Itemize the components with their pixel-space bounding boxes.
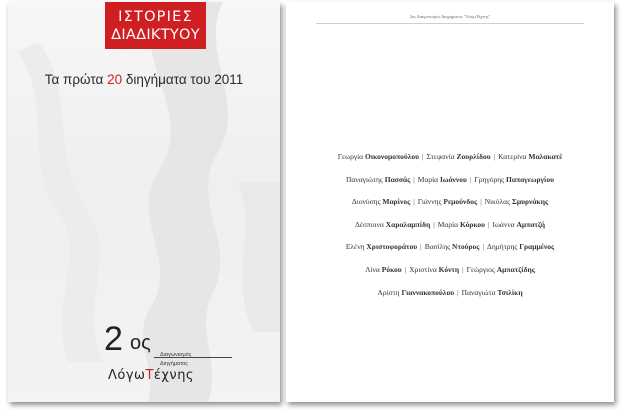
author-separator: | [404,264,407,274]
author-last-name: Τσιλίκη [497,287,523,297]
author-last-name: Γιαννακοπούλου [401,287,455,297]
author-last-name: Χαραλαμπίδη [385,219,431,229]
author-row [286,191,614,214]
author-first-name: Γεωργία [337,152,365,161]
book-cover [8,2,280,402]
author-last-name: Χριστοφοράτου [366,242,418,252]
author-last-name: Ιωάννου [439,174,467,184]
author-first-name: Ιωάννα [492,219,517,229]
author-separator: | [493,152,496,161]
author-row [286,146,614,169]
author-separator: | [462,264,464,274]
author-name [498,152,562,161]
author-name [427,152,491,161]
author-name [352,197,410,206]
author-last-name: Παπαγεωργίου [505,174,554,184]
author-last-name: Μαλακατέ [528,152,563,161]
author-first-name: Μαρία [417,174,440,184]
author-last-name: Ρόκου [381,264,402,274]
logo-part-3: έχνης [153,368,195,383]
author-first-name: Δέσποινα [354,219,386,229]
author-name [493,220,546,229]
author-row [286,169,614,192]
author-last-name: Ρεμούνδος [443,197,478,207]
author-name [485,197,548,206]
author-last-name: Αμπατζίδης [496,264,535,274]
author-name [462,288,523,297]
author-separator: | [413,174,415,184]
author-first-name: Δημήτρης [487,242,520,252]
author-separator: | [480,197,482,207]
author-last-name: Σμυρνάκης [511,197,549,207]
author-name [355,220,430,229]
cover-subtitle-number: 20 [107,72,123,87]
contents-page [286,2,614,402]
author-last-name: Γραμμένος [519,242,555,252]
author-separator: | [420,242,422,252]
author-name [474,175,554,184]
author-row [286,214,614,237]
author-name [409,265,459,274]
logo-part-2: Τ [145,368,154,383]
contest-number: 2 [104,320,122,358]
author-list [286,146,614,304]
author-first-name: Κατερίνα [498,152,529,161]
author-name [418,197,477,206]
author-first-name: Στεφανία [426,152,457,161]
author-first-name: Γιάννης [417,197,444,207]
author-last-name: Μαρίνος [382,197,411,207]
cover-subtitle [8,72,280,87]
author-name [487,242,554,251]
author-separator: | [457,287,459,297]
author-first-name: Ελένη [345,242,367,252]
page-header: 2ος Διαγωνισμός Διηγήματος "ΛόγωΤέχνης" [409,14,491,19]
author-separator: | [433,219,435,229]
author-name [425,242,480,251]
cover-title-line-2: ΔΙΑΔΙΚΤΥΟΥ [111,27,200,43]
author-first-name: Βασίλης [424,242,453,252]
author-first-name: Διονύσης [351,197,383,207]
author-last-name: Πασσάς [384,174,411,184]
author-last-name: Κόντη [438,264,460,274]
author-name [377,288,454,297]
author-name [338,152,419,161]
author-last-name: Οικονομοπούλου [365,152,420,161]
author-separator: | [487,219,490,229]
contest-ordinal-suffix: ος [130,332,151,354]
author-separator: | [422,152,424,161]
author-first-name: Λίνα [365,264,382,274]
author-separator: | [482,242,484,252]
contest-label-1: Διαγωνισμός [160,352,192,358]
author-name [418,175,467,184]
author-first-name: Αρίστη [377,287,402,297]
cover-subtitle-suffix: διηγήματα του 2011 [122,72,244,87]
publisher-logo [108,368,194,383]
author-row [286,259,614,282]
cover-subtitle-prefix: Τα πρώτα [44,72,108,87]
author-name [346,175,410,184]
contest-label-2: Διηγήματος [160,361,188,367]
author-first-name: Γρηγόρης [474,174,506,184]
author-last-name: Αμπατζή [516,219,546,229]
author-first-name: Νικόλας [484,197,512,207]
author-first-name: Χριστίνα [409,264,439,274]
author-separator: | [469,174,472,184]
header-rule [316,23,584,24]
author-first-name: Γεώργιος [466,264,497,274]
cover-title-line-1: ΙΣΤΟΡΙΕΣ [118,9,193,25]
author-last-name: Ζουρλίδου [456,152,491,161]
author-name [467,265,535,274]
author-name [346,242,417,251]
author-row [286,236,614,259]
author-last-name: Ντούρος [452,242,480,252]
cover-title-box [105,2,206,49]
author-first-name: Παναγιώτης [346,174,385,184]
author-last-name: Κόρκου [459,219,485,229]
author-name [365,265,402,274]
logo-part-1: Λόγω [108,368,146,383]
author-first-name: Μαρία [437,219,460,229]
author-name [438,220,485,229]
author-first-name: Παναγιώτα [461,287,498,297]
author-row [286,282,614,305]
author-separator: | [413,197,415,207]
